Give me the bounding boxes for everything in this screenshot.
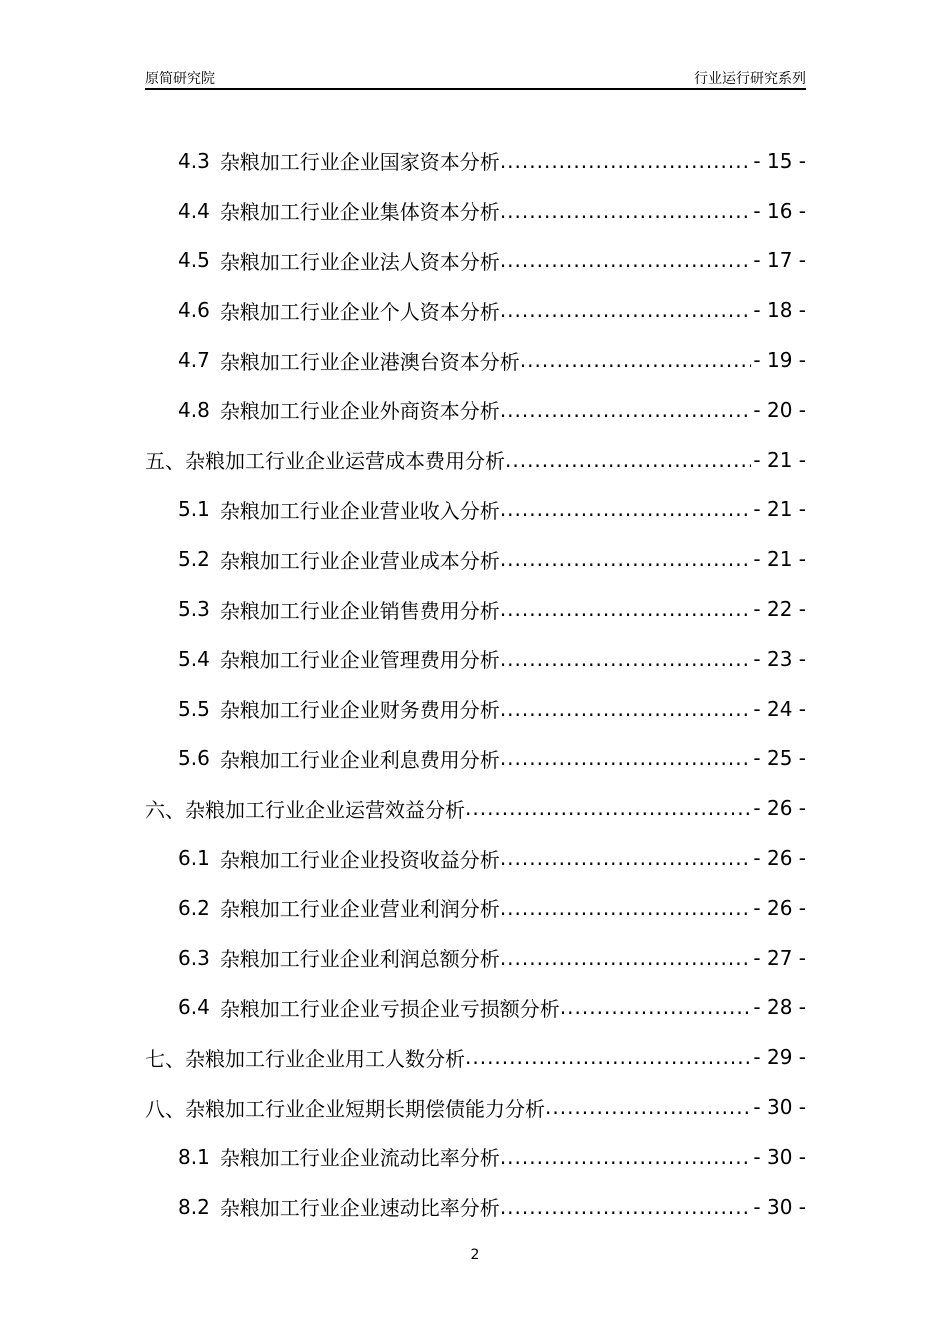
toc-entry-number: 6.4 [178, 995, 210, 1020]
toc-entry[interactable] [145, 1032, 806, 1082]
dot-leader [500, 149, 752, 173]
toc-entry[interactable] [145, 1082, 806, 1132]
toc-entry-number: 4.8 [178, 397, 210, 422]
toc-entry-page: - 25 - [753, 746, 806, 771]
toc-entry-title: 杂粮加工行业企业个人资本分析 [219, 299, 500, 324]
header-org: 原简研究院 [145, 71, 215, 87]
toc-entry[interactable] [145, 1132, 806, 1182]
toc-entry-title: 杂粮加工行业企业集体资本分析 [219, 200, 500, 225]
toc-entry[interactable] [145, 883, 806, 933]
toc-entry-title: 杂粮加工行业企业外商资本分析 [219, 399, 500, 424]
page-number: 2 [470, 1247, 480, 1263]
toc-entry-page: - 30 - [753, 1144, 806, 1169]
dot-leader [560, 995, 752, 1019]
dot-leader [500, 846, 752, 870]
dot-leader [500, 647, 752, 671]
toc-entry[interactable] [145, 136, 806, 186]
toc-entry-title: 八、杂粮加工行业企业短期长期偿债能力分析 [145, 1096, 545, 1121]
toc-entry-page: - 21 - [753, 447, 806, 472]
header-divider [145, 88, 806, 90]
toc-entry-number: 6.3 [178, 945, 210, 970]
dot-leader [500, 697, 752, 721]
toc-entry-number: 5.5 [178, 696, 210, 721]
toc-entry-number: 4.3 [178, 148, 210, 173]
dot-leader [500, 1195, 752, 1219]
toc-entry[interactable] [145, 186, 806, 236]
page-header [145, 68, 806, 88]
toc-entry-title: 杂粮加工行业企业利息费用分析 [219, 747, 500, 772]
toc-entry-page: - 21 - [753, 497, 806, 522]
toc-entry-page: - 26 - [753, 796, 806, 821]
toc-entry-number: 4.6 [178, 298, 210, 323]
toc-entry-number: 8.1 [178, 1144, 210, 1169]
toc-entry-number: 4.4 [178, 198, 210, 223]
toc-entry-title: 六、杂粮加工行业企业运营效益分析 [145, 797, 465, 822]
dot-leader [545, 1095, 751, 1119]
toc-entry[interactable] [145, 385, 806, 435]
toc-entry-title: 杂粮加工行业企业投资收益分析 [219, 847, 500, 872]
toc-entry-title: 杂粮加工行业企业管理费用分析 [219, 648, 500, 673]
dot-leader [500, 896, 752, 920]
toc-entry[interactable] [145, 634, 806, 684]
dot-leader [500, 199, 752, 223]
toc-entry-number: 6.2 [178, 895, 210, 920]
toc-entry-title: 杂粮加工行业企业营业利润分析 [219, 897, 500, 922]
dot-leader [500, 547, 752, 571]
toc-entry[interactable] [145, 236, 806, 286]
toc-entry[interactable] [145, 933, 806, 983]
toc-entry-title: 杂粮加工行业企业销售费用分析 [219, 598, 500, 623]
dot-leader [465, 1045, 751, 1069]
toc-entry-page: - 22 - [753, 597, 806, 622]
toc-entry-number: 5.3 [178, 597, 210, 622]
dot-leader [505, 448, 751, 472]
toc-entry-number: 6.1 [178, 846, 210, 871]
toc-entry-title: 五、杂粮加工行业企业运营成本费用分析 [145, 449, 505, 474]
toc-entry[interactable] [145, 983, 806, 1033]
toc-entry[interactable] [145, 833, 806, 883]
dot-leader [520, 348, 752, 372]
dot-leader [500, 398, 752, 422]
toc-entry-title: 杂粮加工行业企业营业成本分析 [219, 548, 500, 573]
toc-entry-title: 杂粮加工行业企业营业收入分析 [219, 498, 500, 523]
toc-entry-page: - 23 - [753, 646, 806, 671]
toc-entry-number: 5.2 [178, 547, 210, 572]
header-series: 行业运行研究系列 [694, 71, 806, 87]
toc-entry-title: 杂粮加工行业企业利润总额分析 [219, 947, 500, 972]
toc-entry-page: - 26 - [753, 895, 806, 920]
toc-entry[interactable] [145, 335, 806, 385]
toc-entry[interactable] [145, 734, 806, 784]
toc-entry-page: - 30 - [753, 1194, 806, 1219]
toc-entry-number: 4.7 [178, 348, 210, 373]
toc-entry[interactable] [145, 285, 806, 335]
toc-entry[interactable] [145, 485, 806, 535]
toc-entry-page: - 15 - [753, 148, 806, 173]
toc-entry[interactable] [145, 1182, 806, 1232]
toc-entry-number: 4.5 [178, 248, 210, 273]
toc-entry-page: - 28 - [753, 995, 806, 1020]
toc-entry[interactable] [145, 584, 806, 634]
toc-entry-number: 5.1 [178, 497, 210, 522]
toc-entry-title: 杂粮加工行业企业法人资本分析 [219, 249, 500, 274]
toc-entry-page: - 20 - [753, 397, 806, 422]
dot-leader [500, 248, 752, 272]
dot-leader [500, 746, 752, 770]
toc-entry-title: 七、杂粮加工行业企业用工人数分析 [145, 1046, 465, 1071]
toc-entry-page: - 30 - [753, 1095, 806, 1120]
dot-leader [500, 946, 752, 970]
toc-entry[interactable] [145, 435, 806, 485]
toc-entry-page: - 24 - [753, 696, 806, 721]
toc-entry-page: - 19 - [753, 348, 806, 373]
toc-entry-number: 8.2 [178, 1194, 210, 1219]
table-of-contents [145, 136, 806, 1232]
toc-entry[interactable] [145, 783, 806, 833]
toc-entry-page: - 16 - [753, 198, 806, 223]
toc-entry-title: 杂粮加工行业企业亏损企业亏损额分析 [219, 996, 560, 1021]
toc-entry-page: - 26 - [753, 846, 806, 871]
toc-entry-page: - 27 - [753, 945, 806, 970]
toc-entry-page: - 29 - [753, 1045, 806, 1070]
dot-leader [500, 497, 752, 521]
toc-entry-page: - 17 - [753, 248, 806, 273]
toc-entry-title: 杂粮加工行业企业速动比率分析 [219, 1196, 500, 1221]
toc-entry[interactable] [145, 684, 806, 734]
dot-leader [500, 597, 752, 621]
toc-entry-title: 杂粮加工行业企业财务费用分析 [219, 698, 500, 723]
toc-entry-title: 杂粮加工行业企业港澳台资本分析 [219, 349, 520, 374]
toc-entry-title: 杂粮加工行业企业国家资本分析 [219, 150, 500, 175]
dot-leader [465, 796, 751, 820]
toc-entry[interactable] [145, 534, 806, 584]
dot-leader [500, 298, 752, 322]
toc-entry-page: - 21 - [753, 547, 806, 572]
dot-leader [500, 1145, 752, 1169]
toc-entry-number: 5.6 [178, 746, 210, 771]
toc-entry-title: 杂粮加工行业企业流动比率分析 [219, 1146, 500, 1171]
toc-entry-number: 5.4 [178, 646, 210, 671]
toc-entry-page: - 18 - [753, 298, 806, 323]
